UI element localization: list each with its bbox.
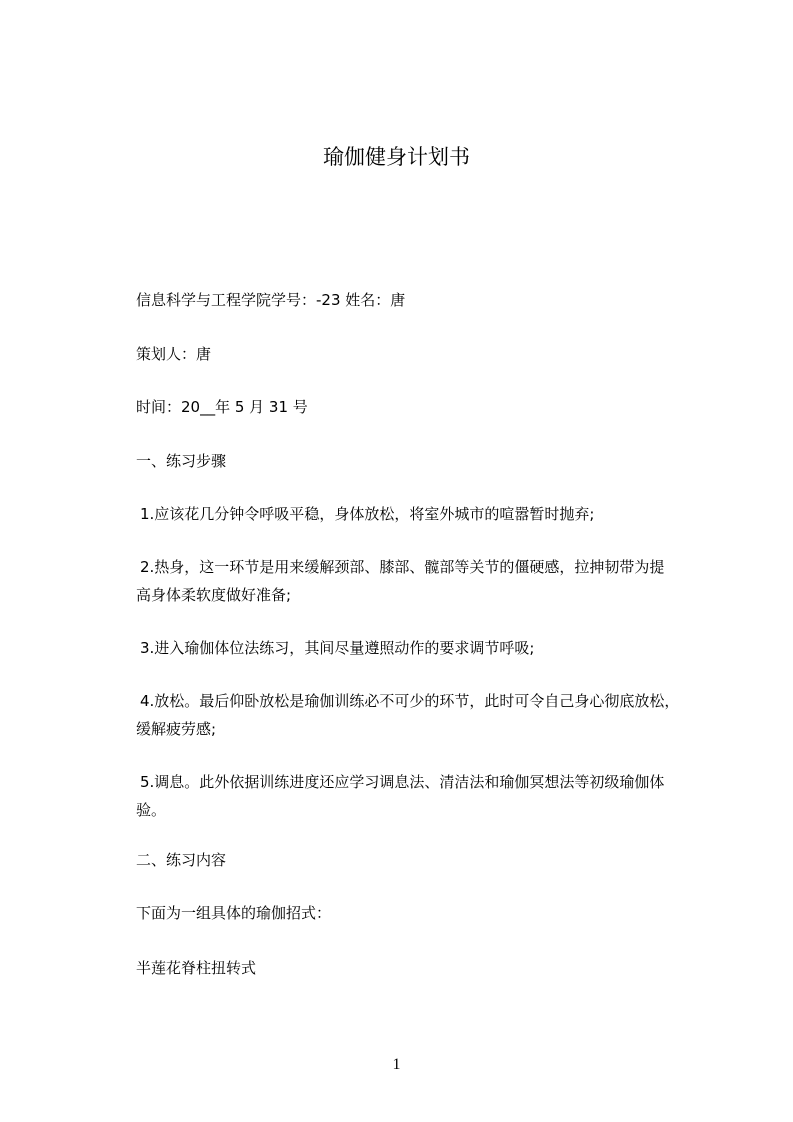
step-5: [136, 768, 708, 824]
step-1: [136, 500, 706, 528]
step-1-text: 1.应该花几分钟令呼吸平稳，身体放松，将室外城市的喧嚣暂时抛弃;: [140, 505, 595, 523]
page-number: 1: [392, 1056, 401, 1073]
step-2-line-1: 2.热身，这一环节是用来缓解颈部、膝部、髋部等关节的僵硬感，拉抻韧带为提: [140, 558, 665, 576]
step-2: [136, 553, 708, 609]
section-heading-steps: 一、练习步骤: [136, 452, 227, 470]
planner-line: 策划人：唐: [136, 345, 212, 363]
step-4: [136, 687, 708, 743]
pose-title: 半莲花脊柱扭转式: [136, 959, 257, 977]
time-line: 时间：20__年 5 月 31 号: [136, 398, 308, 416]
step-2-line-2: 高身体柔软度做好准备;: [136, 586, 292, 604]
step-5-line-2: 验。: [136, 801, 167, 819]
step-3: [136, 634, 706, 662]
step-4-line-1: 4.放松。最后仰卧放松是瑜伽训练必不可少的环节，此时可令自己身心彻底放松，: [140, 692, 680, 710]
step-4-line-2: 缓解疲劳感;: [136, 720, 217, 738]
step-3-text: 3.进入瑜伽体位法练习，其间尽量遵照动作的要求调节呼吸;: [140, 639, 535, 657]
section-heading-content: 二、练习内容: [136, 851, 227, 869]
info-line: 信息科学与工程学院学号：-23 姓名：唐: [136, 291, 406, 309]
document-title: 瑜伽健身计划书: [323, 145, 470, 169]
intro-line: 下面为一组具体的瑜伽招式：: [136, 904, 332, 922]
step-5-line-1: 5.调息。此外依据训练进度还应学习调息法、清洁法和瑜伽冥想法等初级瑜伽体: [140, 773, 665, 791]
